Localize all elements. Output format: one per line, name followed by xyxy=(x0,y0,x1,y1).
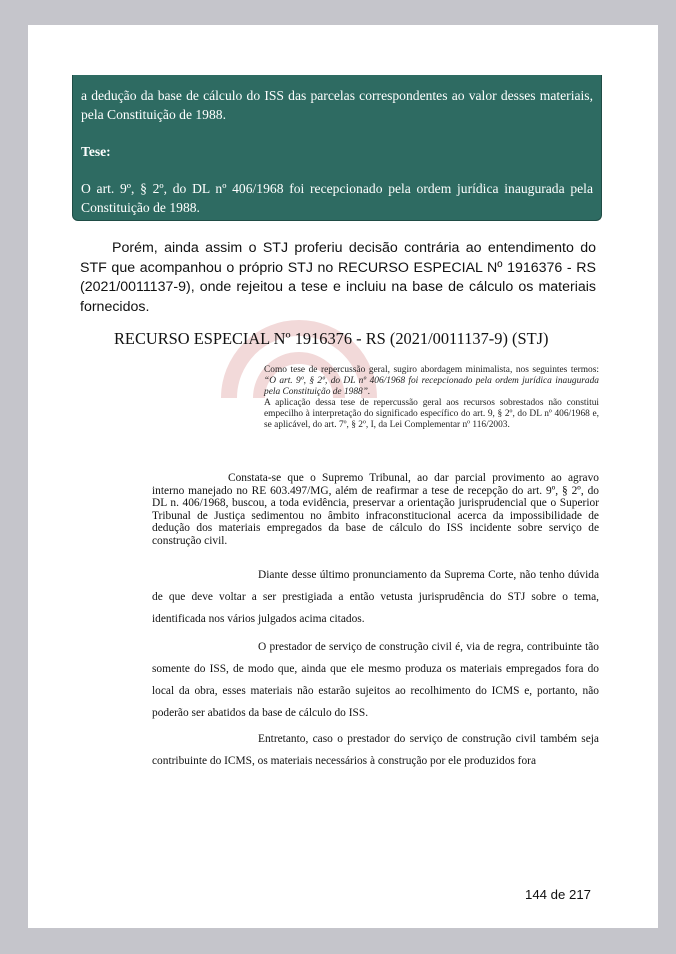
body-paragraph: Diante desse último pronunciamento da Suprema Corte, não tenho dúvida de que deve voltar a ser prestigiada a então vetusta jurisprudência do STJ sobre o tema, identificada nos vários julgados acima citados. xyxy=(152,569,599,625)
box-text-line: a dedução da base de cálculo do ISS das parcelas correspondentes ao valor desses materiais, pela Constituição de 1988. xyxy=(81,88,593,122)
page-number: 144 de 217 xyxy=(525,887,592,902)
body-paragraph-intro: Porém, ainda assim o STJ proferiu decisão contrária ao entendimento do STF que acompanhou o próprio STJ no RECURSO ESPECIAL Nº 1916376 - RS (2021/0011137-9), onde rejeitou a tese e incluiu na base de cálculo os materiais fornecidos. xyxy=(80,240,596,315)
recurso-title: RECURSO ESPECIAL Nº 1916376 - RS (2021/0011137-9) (STJ) xyxy=(114,329,549,348)
tese-text: O art. 9º, § 2º, do DL nº 406/1968 foi recepcionado pela ordem jurídica inaugurada pela Constituição de 1988. xyxy=(81,181,593,215)
quoted-excerpt xyxy=(264,365,599,431)
small-paragraph: Constata-se que o Supremo Tribunal, ao dar parcial provimento ao agravo interno manejado no RE 603.497/MG, além de reafirmar a tese de recepção do art. 9º, § 2º, do DL n. 406/1968, buscou, a toda evidência, preservar a orientação jurisprudencial que o Superior Tribunal de Justiça sedimentou no âmbito infraconstitucional acerca da impossibilidade de dedução dos materiais empregados da base de cálculo do ISS incidente sobre serviço de construção civil. xyxy=(152,472,599,547)
quote-italic: “O art. 9º, § 2º, do DL nº 406/1968 foi recepcionado pela ordem jurídica inaugurada pela Constituição de 1988”. xyxy=(264,376,599,397)
body-paragraph: Entretanto, caso o prestador do serviço de construção civil também seja contribuinte do ICMS, os materiais necessários à construção por ele produzidos fora xyxy=(152,733,599,767)
document-page xyxy=(28,25,658,928)
highlight-box xyxy=(72,75,602,221)
body-paragraph: O prestador de serviço de construção civil é, via de regra, contribuinte tão somente do ISS, de modo que, ainda que ele mesmo produza os materiais empregados fora do local da obra, esses materiais não estarão sujeitos ao recolhimento do ICMS e, portanto, não poderão ser abatidos da base de cálculo do ISS. xyxy=(152,641,599,719)
quote-second: A aplicação dessa tese de repercussão geral aos recursos sobrestados não constitui empecilho à interpretação do significado específico do art. 9, § 2º, do DL nº 406/1968 e, se aplicável, do art. 7º, § 2º, I, da Lei Complementar nº 116/2003. xyxy=(264,398,599,430)
quote-intro: Como tese de repercussão geral, sugiro abordagem minimalista, nos seguintes termos: xyxy=(264,365,599,375)
tese-label: Tese: xyxy=(81,144,111,159)
